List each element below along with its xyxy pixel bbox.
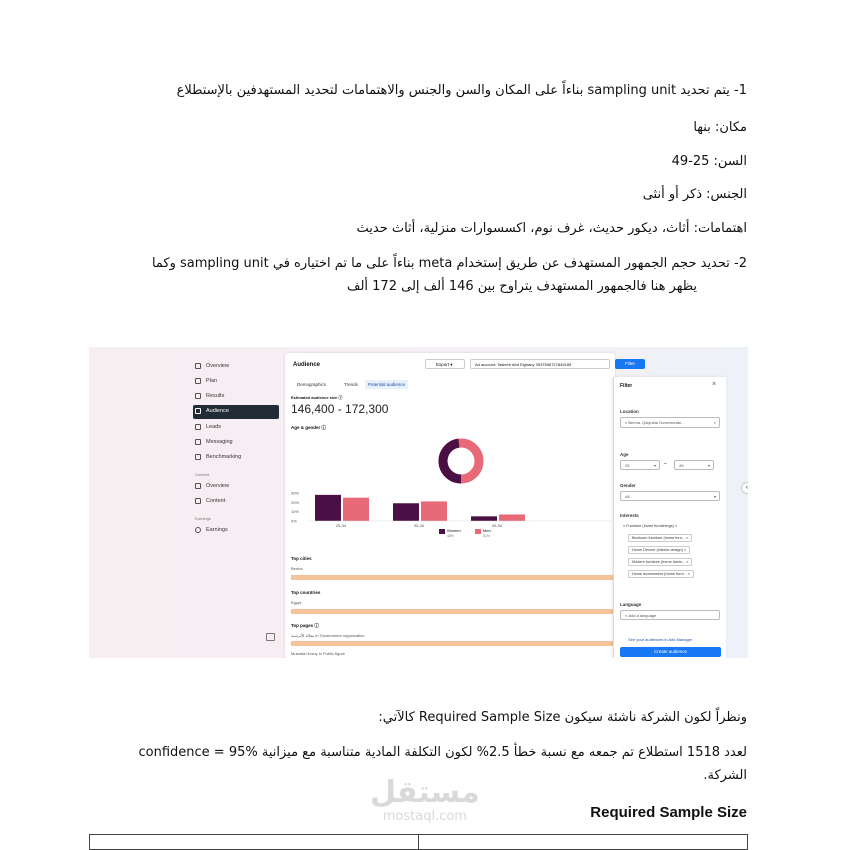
tab-demographics[interactable]: Demographics (297, 382, 327, 387)
required-sample-size-heading: Required Sample Size (590, 804, 747, 821)
tab-trends[interactable]: Trends (344, 382, 358, 387)
page2-label: Mustafa Hosny in Public figure (291, 651, 346, 656)
search-icon: ⌕ (623, 524, 627, 528)
estimated-size-label: Estimated audience size ⓘ (291, 395, 343, 400)
chevron-down-icon: ▾ (707, 462, 710, 468)
help-icon[interactable] (266, 633, 275, 641)
gender-label: Gender (620, 483, 636, 488)
filter-panel (613, 377, 726, 658)
sidebar-item-benchmarking[interactable]: Benchmarking (195, 454, 241, 460)
legend-women-pct: 48% (447, 534, 455, 538)
country-bar (291, 609, 615, 614)
export-button[interactable]: Export ▾ (425, 359, 465, 369)
place-line: مكان: بنها (693, 120, 747, 135)
age-to-select[interactable]: 49 ▾ (674, 460, 714, 470)
x-axis-labels (336, 523, 503, 528)
plan-icon (195, 378, 201, 384)
page1-bar (291, 641, 615, 646)
sidebar-item-plan[interactable]: Plan (195, 378, 217, 384)
benchmarking-icon (195, 454, 201, 460)
table-cell (90, 835, 419, 850)
content-overview-icon (195, 483, 201, 489)
age-line: السن: 25-49 (671, 154, 747, 169)
confidence-note-line2: الشركة. (703, 768, 747, 783)
interests-label: Interests (620, 513, 639, 518)
sidebar-item-results[interactable]: Results (195, 393, 224, 399)
x-tick-label: 35-44 (413, 523, 425, 528)
bar-women-25-34 (315, 495, 341, 521)
legend-women-swatch (439, 529, 445, 534)
y-tick-label: 30% (291, 490, 300, 496)
estimated-size-value: 146,400 - 172,300 (291, 402, 389, 416)
overview-icon (195, 363, 201, 369)
age-range-dash: – (664, 461, 667, 467)
x-tick-label: 45-54 (491, 523, 503, 528)
chevron-down-icon: ▾ (653, 462, 656, 468)
earnings-icon (195, 527, 201, 533)
interest-chip-1[interactable]: Bedroom furniture (home furn... × (628, 534, 692, 542)
interest-chip-4[interactable]: Home accessories (home furni... × (628, 570, 694, 578)
language-input[interactable]: ⌕ Add a language (620, 610, 720, 620)
list-item-1: 1- يتم تحديد sampling unit بناءاً على المكان والسن والجنس والاهتمامات لتحديد المستهدفين بالإستطلاع (176, 83, 747, 98)
city-label: Benha (291, 566, 303, 571)
sidebar-section-earnings: Earnings (195, 516, 211, 521)
y-axis-ticks (291, 491, 299, 524)
sidebar-item-content-overview[interactable]: Overview (195, 483, 229, 489)
sidebar-item-messaging[interactable]: Messaging (195, 439, 233, 445)
interests-line: اهتمامات: أثاث، ديكور حديث، غرف نوم، اكسسوارات منزلية، أثاث حديث (356, 221, 747, 236)
legend-men-label: Men (483, 528, 491, 533)
sidebar-item-leads[interactable]: Leads (195, 424, 221, 430)
watermark: مستقل mostaql.com (370, 775, 480, 824)
bar-women-35-44 (393, 503, 419, 521)
interest-chip-2[interactable]: Home Decore (interior design) × (628, 546, 690, 554)
bar-men-25-34 (343, 498, 369, 521)
y-tick-label: 10% (291, 509, 300, 515)
bar-men-45-54 (499, 514, 525, 521)
location-label: Location (620, 409, 639, 414)
sidebar-item-audience[interactable]: Audience (195, 408, 229, 414)
remove-location-icon[interactable]: × (713, 420, 716, 425)
meta-audience-screenshot (89, 347, 748, 658)
top-countries-label: Top countries (291, 590, 321, 595)
filter-button[interactable]: Filter (615, 359, 645, 369)
ad-account-select[interactable]: Ad account: Tasleeh Abd Elghany 3937556727845185 (470, 359, 610, 369)
panel-title: Audience (293, 362, 321, 368)
chevron-down-icon: ▾ (713, 493, 716, 499)
age-gender-label: Age & gender ⓘ (291, 425, 327, 430)
age-from-select[interactable]: 25 ▾ (620, 460, 660, 470)
audience-icon (195, 408, 201, 414)
legend-men-pct: 51% (483, 534, 491, 538)
search-icon: ⌕ (625, 420, 629, 425)
chart-bars (309, 495, 611, 521)
gender-line: الجنس: ذكر أو أنثى (642, 187, 747, 202)
country-label: Egypt (291, 600, 302, 605)
leads-icon (195, 424, 201, 430)
interest-chip-3[interactable]: Modern furniture (home furnis... × (628, 558, 692, 566)
results-icon (195, 393, 201, 399)
sample-size-table (89, 834, 748, 850)
table-cell (419, 835, 748, 850)
confidence-note-line1: confidence = 95% لعدد 1518 استطلاع تم جمعه مع نسبة خطأ 2.5% لكون التكلفة المادية متناسبة مع ميزانية (138, 745, 747, 760)
y-tick-label: 20% (291, 499, 300, 505)
list-item-2-line1: 2- تحديد حجم الجمهور المستهدف عن طريق إستخدام meta بناءاً على ما تم اختياره في sampling unit وكما (151, 256, 747, 271)
content-icon (195, 498, 201, 504)
bar-women-45-54 (471, 516, 497, 521)
city-bar (291, 575, 615, 580)
legend-women-label: Women (447, 528, 461, 533)
interest-chip-0[interactable]: ⌕ Furniture (home furnishings) × (623, 524, 678, 528)
filter-title: Filter (620, 383, 633, 389)
table-row (90, 835, 748, 850)
close-icon[interactable]: × (712, 381, 717, 388)
sidebar-item-overview[interactable]: Overview (195, 363, 229, 369)
sidebar-item-earnings[interactable]: Earnings (195, 527, 228, 533)
y-tick-label: 0% (291, 518, 297, 524)
age-label: Age (620, 452, 629, 457)
sidebar-section-content: Content (195, 472, 210, 477)
gender-select[interactable]: All ▾ (620, 491, 720, 501)
see-audiences-link[interactable]: See your audiences in Ads Manager (628, 637, 693, 642)
chevron-left-icon[interactable]: ‹ (741, 482, 748, 494)
sample-size-note: ونظراً لكون الشركة ناشئة سيكون Required Sample Size كالآتي: (378, 710, 747, 725)
top-cities-label: Top cities (291, 556, 312, 561)
list-item-2-line2: يظهر هنا فالجمهور المستهدف يتراوح بين 146 ألف إلى 172 ألف (346, 279, 697, 294)
language-label: Language (620, 602, 642, 607)
bar-men-35-44 (421, 501, 447, 521)
page1-label: مقالة الأبرشية in Government organization (291, 633, 365, 638)
sidebar-item-content[interactable]: Content (195, 498, 225, 504)
location-input[interactable]: ⌕ Benha, Qalyubia Governorate... × (620, 417, 720, 428)
legend-men-swatch (475, 529, 481, 534)
create-audience-button[interactable]: Create audience (620, 647, 721, 657)
top-pages-label: Top pages ⓘ (291, 623, 319, 628)
messaging-icon (195, 439, 201, 445)
tab-potential-audience[interactable]: Potential audience (365, 380, 408, 389)
search-icon: ⌕ (625, 612, 629, 618)
x-tick-label: 25-34 (335, 523, 347, 528)
gender-donut (443, 443, 479, 479)
